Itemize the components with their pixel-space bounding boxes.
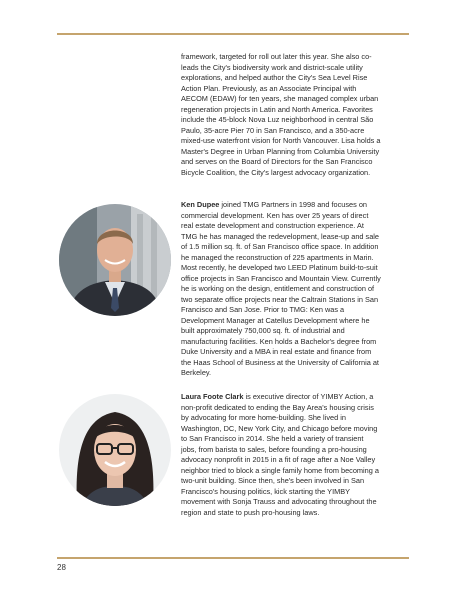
- ken-dupee-bio: Ken Dupee joined TMG Partners in 1998 and focuses on commercial development. Ken has over 25 years of direct real estate development and construction experience. At TMG he has managed the redevelopment, lease-up and sale of 1.5 million sq. ft. of San Francisco office space. In addition he managed the reconstruction of 225 apartments in Marin. Most recently, he developed two LEED Platinum build-to-suit office projects in San Francisco and Mountain View. Currently he is working on the design, entitlement and construction of two separate office projects near the Caltrain Stations in San Francisco and San Jose. Prior to TMG: Ken was a Development Manager at Catellus Development where he built approximately 750,000 sq. ft. of industrial and manufacturing facilities. Ken holds a Bachelor's degree from Duke University and a MBA in real estate and finance from the Haas School of Business at the University of California at Berkeley.: [181, 200, 381, 377]
- top-divider: [57, 33, 409, 35]
- laura-foote-clark-photo: [59, 394, 171, 506]
- ken-dupee-name: Ken Dupee: [181, 200, 220, 209]
- bottom-divider: [57, 557, 409, 559]
- ken-dupee-photo: [59, 204, 171, 316]
- laura-foote-clark-bio: Laura Foote Clark is executive director of YIMBY Action, a non-profit dedicated to ending the Bay Area's housing crisis by advocating for more home-building. She lived in Washington, DC, New York City, and Chicago before moving to San Francisco in 2014. She held a variety of transient jobs, from barista to sales, before founding a pro-housing advocacy nonprofit in 2015 in a fit of rage after a Noe Valley neighbor tried to block a single family home from becoming a two-unit building. Since then, she's been involved in San Francisco's housing politics, kick starting the YIMBY movement with Sonja Trauss and advocating throughout the region and state to push pro-housing laws.: [181, 392, 379, 517]
- page-number: 28: [57, 563, 66, 572]
- laura-foote-clark-name: Laura Foote Clark: [181, 392, 244, 401]
- lisa-bio-continuation: framework, targeted for roll out later this year. She also co-leads the City's biodiversity work and district-scale utility explorations, and helped author the City's Sea Level Rise Action Plan. Previously, as an Associate Principal with AECOM (EDAW) for ten years, she managed complex urban regeneration projects in Latin and North America. Favorites include the 45-block Nova Luz neighborhood in central São Paulo, 35-acre Pier 70 in San Francisco, and a 350-acre mixed-use waterfront vision for North Vancouver. Lisa holds a Master's Degree in Urban Planning from Columbia University and serves on the Board of Directors for the San Francisco Bicycle Coalition, the City's largest advocacy organization.: [181, 52, 381, 177]
